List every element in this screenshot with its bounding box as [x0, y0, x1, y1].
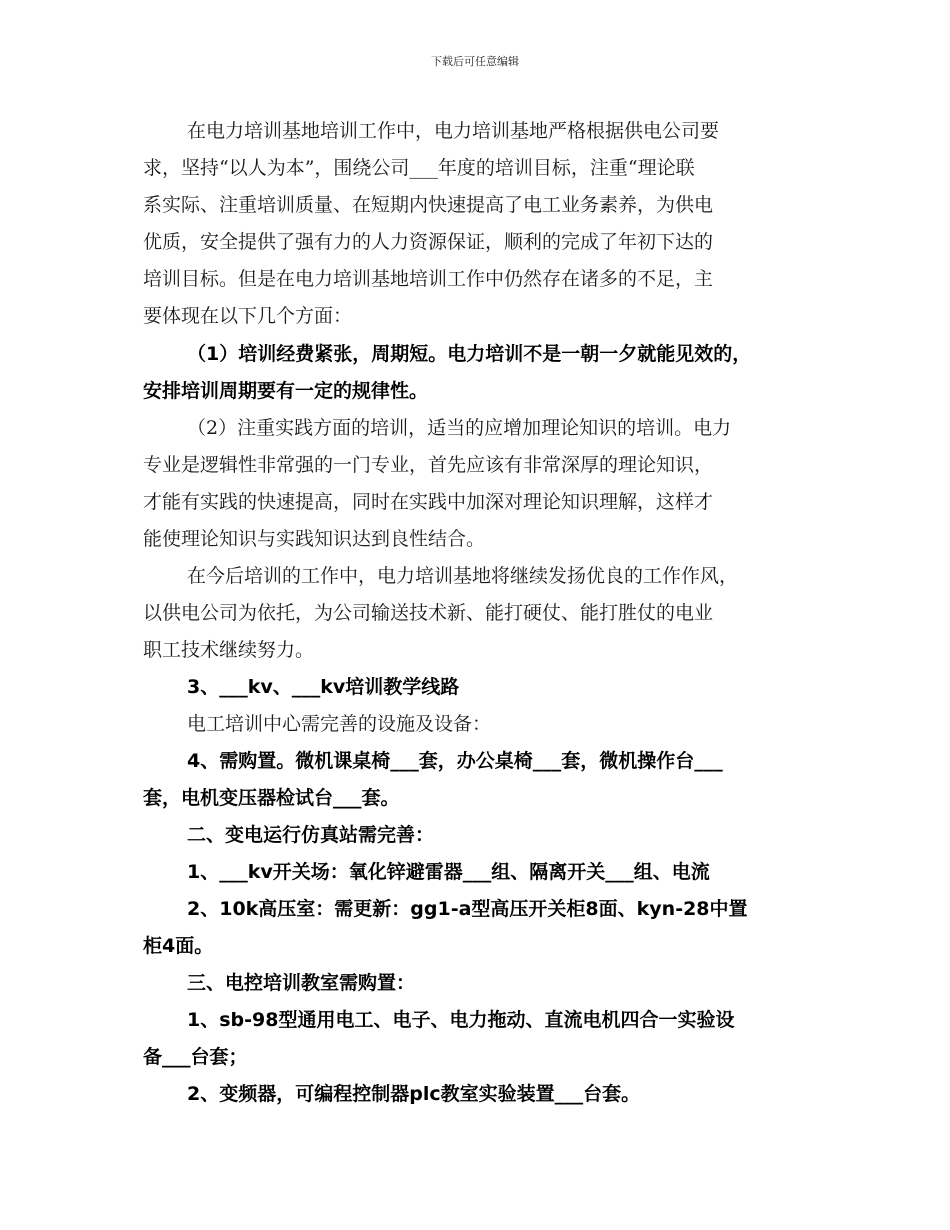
- page-header: 下载后可任意编辑: [431, 55, 519, 68]
- item-2-line-4: 能使理论知识与实践知识达到良性结合。: [143, 528, 486, 550]
- section-two-item-2-line-2: 柜4面。: [143, 935, 214, 957]
- item-2-line-2: 专业是逻辑性非常强的一门专业，首先应该有非常深厚的理论知识，: [143, 454, 714, 476]
- para-intro-line-4: 优质，安全提供了强有力的人力资源保证，顺利的完成了年初下达的: [143, 231, 714, 253]
- para-future-line-2: 以供电公司为依托，为公司输送技术新、能打硬仗、能打胜仗的电业: [143, 602, 714, 624]
- item-1-line-1: （1）培训经费紧张，周期短。电力培训不是一朝一夕就能见效的，: [187, 343, 752, 365]
- section-two-heading: 二、变电运行仿真站需完善：: [187, 824, 435, 846]
- section-two-item-1: 1、___kv开关场：氧化锌避雷器___组、隔离开关___组、电流: [187, 861, 710, 883]
- para-intro-line-3: 系实际、注重培训质量、在短期内快速提高了电工业务素养，为供电: [143, 194, 714, 216]
- para-intro-line-2: 求，坚持“以人为本”，围绕公司___年度的培训目标，注重“理论联: [143, 157, 695, 179]
- para-intro-line-1: 在电力培训基地培训工作中，电力培训基地严格根据供电公司要: [187, 120, 720, 142]
- item-4-line-1: 4、需购置。微机课桌椅___套，办公桌椅___套，微机操作台___: [187, 750, 723, 772]
- section-two-item-2-line-1: 2、10k高压室：需更新：gg1-a型高压开关柜8面、kyn-28中置: [187, 898, 748, 920]
- item-2-line-1: （2）注重实践方面的培训，适当的应增加理论知识的培训。电力: [187, 417, 732, 439]
- facilities-heading: 电工培训中心需完善的设施及设备：: [187, 713, 492, 735]
- item-2-line-3: 才能有实践的快速提高，同时在实践中加深对理论知识理解，这样才: [143, 491, 714, 513]
- para-intro-line-5: 培训目标。但是在电力培训基地培训工作中仍然存在诸多的不足，主: [143, 268, 714, 290]
- section-three-heading: 三、电控培训教室需购置：: [187, 972, 416, 994]
- section-three-item-1-line-2: 备___台套；: [143, 1046, 248, 1068]
- section-three-item-2: 2、变频器，可编程控制器plc教室实验装置___台套。: [187, 1083, 641, 1105]
- para-future-line-3: 职工技术继续努力。: [143, 639, 315, 661]
- section-three-item-1-line-1: 1、sb-98型通用电工、电子、电力拖动、直流电机四合一实验设: [187, 1009, 735, 1031]
- para-intro-line-6: 要体现在以下几个方面：: [143, 305, 353, 327]
- item-1-line-2: 安排培训周期要有一定的规律性。: [143, 380, 429, 402]
- item-4-line-2: 套，电机变压器检试台___套。: [143, 787, 400, 809]
- item-3-line: 3、___kv、___kv培训教学线路: [187, 676, 460, 698]
- para-future-line-1: 在今后培训的工作中，电力培训基地将继续发扬优良的工作作风，: [187, 565, 739, 587]
